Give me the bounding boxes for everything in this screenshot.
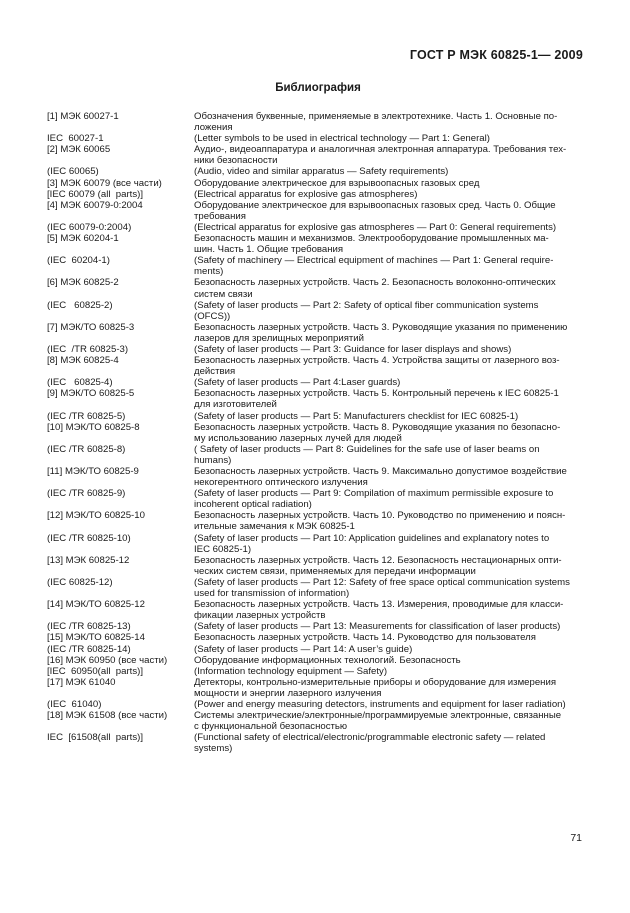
entry-reference: [18] МЭК 61508 (все части) [47, 710, 168, 722]
bibliography-entry [47, 621, 584, 632]
entry-reference: (IEC /TR 60825-8) [47, 443, 126, 455]
entry-reference: (IEC /TR 60825-10) [47, 532, 131, 544]
entry-description: Безопасность лазерных устройств. Часть 8. Руководящие указания по безопасно- му использованию лазерных лучей для людей [194, 421, 561, 444]
bibliography-entry [47, 710, 584, 732]
entry-reference: [9] МЭК/ТО 60825-5 [47, 388, 135, 400]
entry-description: ( Safety of laser products — Part 8: Guidelines for the safe use of laser beams on humans) [194, 443, 540, 466]
bibliography-entry [47, 577, 584, 599]
entry-description: (Safety of laser products — Part 12: Safety of free space optical communication systems used for transmission of information) [194, 576, 570, 600]
bibliography-entry [47, 644, 584, 655]
entry-description: Оборудование электрическое для взрывоопасных газовых сред. Часть 0. Общие требования [194, 199, 556, 222]
entry-description: (Letter symbols to be used in electrical technology — Part 1: General) [194, 133, 490, 145]
entry-reference: (IEC 60825-4) [47, 377, 113, 389]
entry-reference: (IEC 60065) [47, 166, 99, 178]
bibliography-entry [47, 255, 584, 277]
entry-description: (Safety of laser products — Part 13: Measurements for classification of laser products) [194, 621, 561, 633]
standard-designation: ГОСТ Р МЭК 60825-1— 2009 [409, 48, 583, 62]
entry-description: (Safety of laser products — Part 4:Laser guards) [194, 377, 401, 389]
entry-reference: (IEC /TR 60825-13) [47, 621, 131, 633]
entry-description: (Power and energy measuring detectors, instruments and equipment for laser radiation) [194, 698, 566, 710]
bibliography-entry [47, 388, 584, 410]
entry-description: (Safety of laser products — Part 5: Manufacturers checklist for IEC 60825-1) [194, 410, 519, 422]
bibliography-entry [47, 377, 584, 388]
entry-reference: [5] МЭК 60204-1 [47, 233, 119, 245]
entry-reference: [11] МЭК/ТО 60825-9 [47, 466, 139, 477]
entry-reference: (IEC 61040) [47, 698, 102, 710]
entry-reference: [8] МЭК 60825-4 [47, 355, 119, 367]
entry-description: (Electrical apparatus for explosive gas atmospheres) [194, 188, 418, 200]
entry-description: Оборудование электрическое для взрывоопасных газовых сред [194, 177, 480, 189]
entry-reference: [12] МЭК/ТО 60825-10 [47, 510, 145, 522]
entry-description: (Safety of laser products — Part 9: Compilation of maximum permissible exposure to incoherent optical radiation) [194, 488, 554, 511]
entry-reference: [16] МЭК 60950 (все части) [47, 654, 168, 666]
bibliography-entry [47, 189, 584, 200]
bibliography-entry [47, 178, 584, 189]
entry-reference: [4] МЭК 60079-0:2004 [47, 199, 143, 211]
entry-description: (Safety of laser products — Part 14: A user’s guide) [194, 643, 413, 655]
entry-reference: (IEC 60825-12) [47, 576, 113, 588]
bibliography-entry [47, 632, 584, 643]
bibliography-entry [47, 510, 584, 532]
entry-description: (Safety of laser products — Part 3: Guidance for laser displays and shows) [194, 343, 512, 355]
bibliography-entry [47, 555, 584, 577]
entry-reference: [13] МЭК 60825-12 [47, 554, 130, 566]
entry-reference: [17] МЭК 61040 [47, 676, 116, 688]
entry-reference: [10] МЭК/ТО 60825-8 [47, 421, 140, 433]
entry-description: (Audio, video and similar apparatus — Safety requirements) [194, 166, 449, 178]
entry-reference: [15] МЭК/ТО 60825-14 [47, 632, 145, 644]
bibliography-entry [47, 233, 584, 255]
entry-description: Аудио-, видеоаппаратура и аналогичная электронная аппаратура. Требования тех- ники безопасности [194, 144, 567, 167]
entry-description: (Functional safety of electrical/electronic/programmable electronic safety — related systems) [194, 732, 546, 755]
entry-reference: [14] МЭК/ТО 60825-12 [47, 599, 145, 611]
entry-description: (Safety of laser products — Part 10: Application guidelines and explanatory notes to IEC 60825-1) [194, 532, 550, 555]
entry-description: Безопасность лазерных устройств. Часть 2. Безопасность волоконно-оптических систем связи [194, 277, 556, 300]
entry-description: (Safety of laser products — Part 2: Safety of optical fiber communication systems (OFCS)) [194, 299, 539, 322]
entry-reference: [3] МЭК 60079 (все части) [47, 177, 162, 189]
bibliography-entry [47, 166, 584, 177]
bibliography-entry [47, 599, 584, 621]
entry-description: Безопасность лазерных устройств. Часть 12. Безопасность нестационарных опти- ческих систем связи, применяемых для передачи информации [194, 554, 562, 577]
entry-description: Безопасность машин и механизмов. Электрооборудование промышленных ма- шин. Часть 1. Общие требования [194, 233, 549, 256]
entry-reference: [2] МЭК 60065 [47, 144, 111, 156]
bibliography-entry [47, 344, 584, 355]
entry-description: Безопасность лазерных устройств. Часть 9. Максимально допустимое воздействие некогерентного оптического излучения [194, 466, 567, 489]
entry-reference: [6] МЭК 60825-2 [47, 277, 119, 289]
bibliography-entry [47, 444, 584, 466]
bibliography-entry [47, 699, 584, 710]
entry-reference: (IEC 60079-0:2004) [47, 221, 132, 233]
bibliography-entry [47, 111, 584, 133]
bibliography-entry [47, 355, 584, 377]
bibliography-entry [47, 533, 584, 555]
entry-reference: IEC 60027-1 [47, 133, 104, 145]
entry-reference: [IEC 60079 (all parts)] [47, 188, 143, 200]
bibliography-entry [47, 677, 584, 699]
entry-reference: (IEC /TR 60825-14) [47, 643, 131, 655]
entry-description: Безопасность лазерных устройств. Часть 14. Руководство для пользователя [194, 632, 536, 644]
entry-description: Обозначения буквенные, применяемые в электротехнике. Часть 1. Основные по- ложения [194, 111, 558, 134]
bibliography-entry [47, 488, 584, 510]
bibliography-entry [47, 655, 584, 666]
bibliography-list [47, 111, 584, 754]
entry-description: Системы электрические/электронные/программируемые электронные, связанные с функциональной безопасностью [194, 710, 562, 733]
bibliography-entry [47, 277, 584, 299]
entry-description: (Electrical apparatus for explosive gas atmospheres — Part 0: General requirements) [194, 221, 557, 233]
entry-description: Безопасность лазерных устройств. Часть 3. Руководящие указания по применению лазеров для зрелищных мероприятий [194, 321, 568, 344]
bibliography-entry [47, 133, 584, 144]
entry-reference: (IEC /TR 60825-3) [47, 343, 129, 355]
entry-reference: (IEC 60825-2) [47, 299, 113, 311]
bibliography-entry [47, 322, 584, 344]
bibliography-entry [47, 666, 584, 677]
entry-reference: [7] МЭК/ТО 60825-3 [47, 321, 135, 333]
bibliography-entry [47, 732, 584, 754]
bibliography-entry [47, 466, 584, 488]
entry-description: (Safety of machinery — Electrical equipment of machines — Part 1: General require- ments) [194, 255, 554, 278]
page-number: 71 [570, 832, 582, 844]
entry-reference: (IEC /TR 60825-9) [47, 488, 126, 500]
entry-description: Безопасность лазерных устройств. Часть 10. Руководство по применению и поясн- ительные замечания к МЭК 60825-1 [194, 510, 566, 533]
entry-description: Безопасность лазерных устройств. Часть 13. Измерения, проводимые для класси- фикации лазерных устройств [194, 599, 564, 622]
entry-reference: (IEC 60204-1) [47, 255, 110, 267]
bibliography-entry [47, 144, 584, 166]
entry-reference: (IEC /TR 60825-5) [47, 410, 126, 422]
entry-description: Оборудование информационных технологий. Безопасность [194, 654, 461, 666]
page-title: Библиография [275, 82, 361, 94]
entry-reference: [IEC 60950(all parts)] [47, 665, 143, 677]
entry-description: Безопасность лазерных устройств. Часть 5. Контрольный перечень к IEC 60825-1 для изготовителей [194, 388, 559, 411]
bibliography-entry [47, 222, 584, 233]
bibliography-entry [47, 422, 584, 444]
bibliography-entry [47, 200, 584, 222]
bibliography-entry [47, 411, 584, 422]
entry-reference: [1] МЭК 60027-1 [47, 111, 119, 122]
bibliography-entry [47, 300, 584, 322]
entry-description: (Information technology equipment — Safety) [194, 665, 388, 677]
entry-reference: IEC [61508(all parts)] [47, 732, 143, 744]
entry-description: Детекторы, контрольно-измерительные приборы и оборудование для измерения мощности и энергии лазерного излучения [194, 676, 557, 699]
entry-description: Безопасность лазерных устройств. Часть 4. Устройства защиты от лазерного воз- действия [194, 355, 560, 378]
